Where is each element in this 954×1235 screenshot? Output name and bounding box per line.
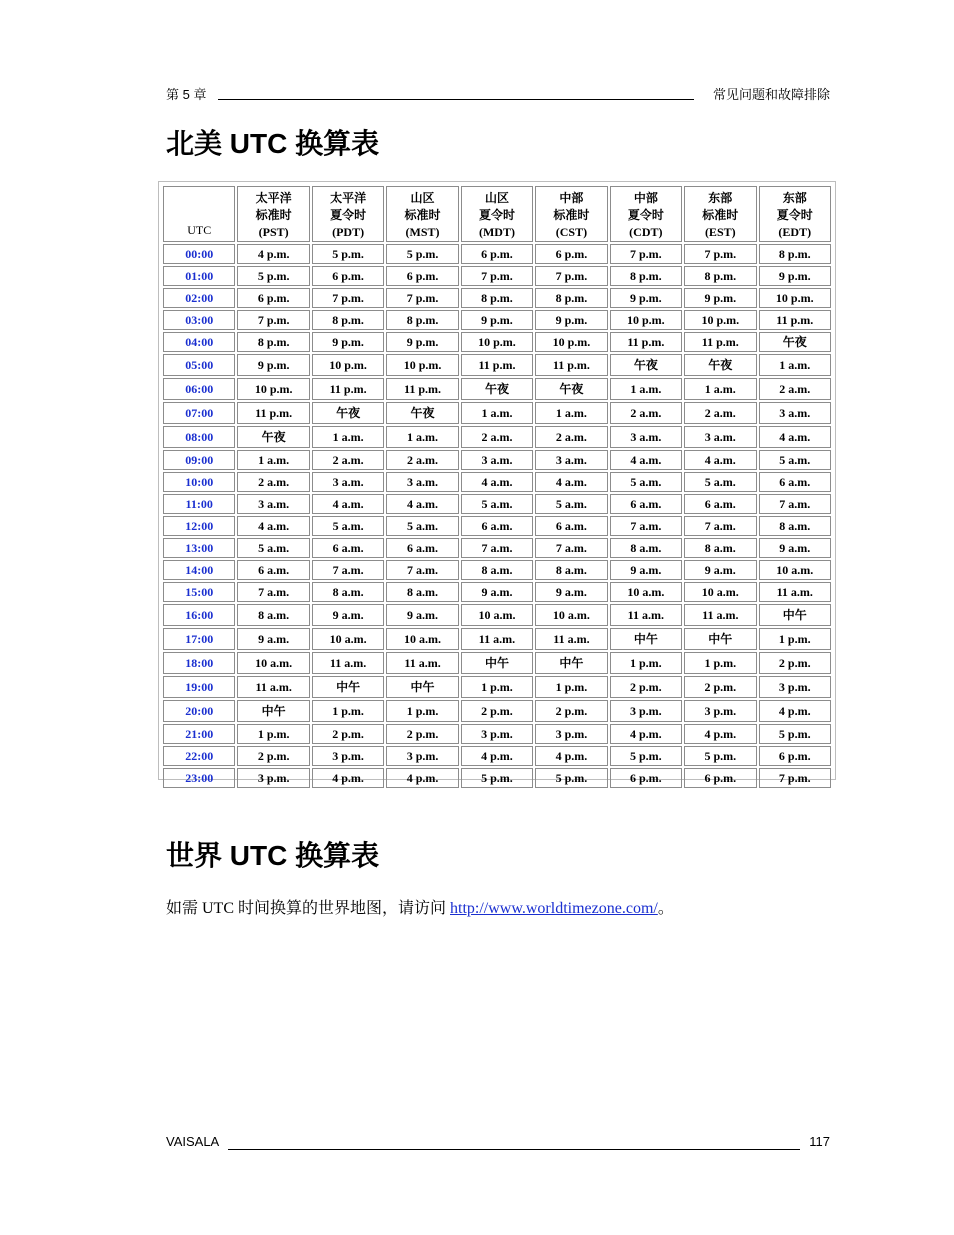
local-time-cell: 6 p.m. (759, 746, 832, 766)
local-time-cell: 9 p.m. (386, 332, 458, 352)
header-line: (MST) (405, 225, 440, 239)
utc-time-cell: 18:00 (163, 652, 235, 674)
page-footer (166, 1134, 830, 1152)
local-time-cell: 2 a.m. (535, 426, 607, 448)
table-body (163, 244, 831, 788)
header-line: 山区 (410, 191, 435, 205)
table-row (163, 450, 831, 470)
local-time-cell: 中午 (610, 628, 682, 650)
local-time-cell: 5 p.m. (312, 244, 384, 264)
local-time-cell: 3 a.m. (386, 472, 458, 492)
local-time-cell: 4 a.m. (535, 472, 607, 492)
utc-conversion-table (161, 184, 833, 790)
local-time-cell: 9 p.m. (535, 310, 607, 330)
local-time-cell: 5 a.m. (312, 516, 384, 536)
column-header-zone (684, 186, 756, 242)
local-time-cell: 11 a.m. (759, 582, 832, 602)
local-time-cell: 1 p.m. (684, 652, 756, 674)
utc-time-cell: 16:00 (163, 604, 235, 626)
local-time-cell: 中午 (237, 700, 309, 722)
local-time-cell: 9 a.m. (312, 604, 384, 626)
local-time-cell: 中午 (759, 604, 832, 626)
local-time-cell: 5 p.m. (535, 768, 607, 788)
utc-time-cell: 01:00 (163, 266, 235, 286)
local-time-cell: 11 p.m. (461, 354, 533, 376)
local-time-cell: 8 p.m. (535, 288, 607, 308)
utc-time-cell: 17:00 (163, 628, 235, 650)
local-time-cell: 1 a.m. (312, 426, 384, 448)
local-time-cell: 7 a.m. (684, 516, 756, 536)
local-time-cell: 11 p.m. (684, 332, 756, 352)
local-time-cell: 午夜 (535, 378, 607, 400)
column-header-zone (312, 186, 384, 242)
local-time-cell: 10 p.m. (386, 354, 458, 376)
local-time-cell: 3 p.m. (386, 746, 458, 766)
paragraph-end: 。 (657, 900, 674, 917)
world-utc-title: 世界 UTC 换算表 (166, 840, 380, 871)
utc-time-cell: 22:00 (163, 746, 235, 766)
local-time-cell: 11 a.m. (461, 628, 533, 650)
utc-time-cell: 03:00 (163, 310, 235, 330)
table-row (163, 746, 831, 766)
company-name: VAISALA (166, 1134, 220, 1149)
paragraph-text: 如需 UTC 时间换算的世界地图，请访问 (166, 900, 451, 917)
local-time-cell: 2 a.m. (312, 450, 384, 470)
local-time-cell: 4 p.m. (610, 724, 682, 744)
utc-time-cell: 02:00 (163, 288, 235, 308)
header-line: 标准时 (702, 208, 739, 222)
header-line: 夏令时 (627, 208, 664, 222)
utc-time-cell: 09:00 (163, 450, 235, 470)
local-time-cell: 11 a.m. (386, 652, 458, 674)
header-line: 标准时 (255, 208, 292, 222)
table-row (163, 516, 831, 536)
local-time-cell: 11 p.m. (386, 378, 458, 400)
local-time-cell: 7 a.m. (610, 516, 682, 536)
local-time-cell: 1 p.m. (237, 724, 309, 744)
local-time-cell: 2 p.m. (610, 676, 682, 698)
local-time-cell: 7 a.m. (759, 494, 832, 514)
local-time-cell: 10 a.m. (312, 628, 384, 650)
local-time-cell: 7 a.m. (237, 582, 309, 602)
local-time-cell: 午夜 (684, 354, 756, 376)
table-row (163, 472, 831, 492)
local-time-cell: 8 a.m. (237, 604, 309, 626)
section-label: 常见问题和故障排除 (712, 87, 830, 102)
table-row (163, 310, 831, 330)
local-time-cell: 3 a.m. (461, 450, 533, 470)
local-time-cell: 8 a.m. (312, 582, 384, 602)
local-time-cell: 10 a.m. (684, 582, 756, 602)
north-america-utc-title: 北美 UTC 换算表 (166, 128, 380, 159)
utc-time-cell: 20:00 (163, 700, 235, 722)
local-time-cell: 6 p.m. (461, 244, 533, 264)
table-row (163, 354, 831, 376)
local-time-cell: 11 p.m. (610, 332, 682, 352)
utc-time-cell: 11:00 (163, 494, 235, 514)
local-time-cell: 4 p.m. (386, 768, 458, 788)
local-time-cell: 11 p.m. (237, 402, 309, 424)
local-time-cell: 6 a.m. (461, 516, 533, 536)
column-header-zone (759, 186, 832, 242)
local-time-cell: 3 a.m. (237, 494, 309, 514)
local-time-cell: 2 p.m. (684, 676, 756, 698)
local-time-cell: 6 p.m. (535, 244, 607, 264)
table-row (163, 288, 831, 308)
local-time-cell: 中午 (535, 652, 607, 674)
local-time-cell: 7 p.m. (237, 310, 309, 330)
local-time-cell: 2 p.m. (312, 724, 384, 744)
local-time-cell: 10 p.m. (610, 310, 682, 330)
column-header-zone (386, 186, 458, 242)
header-line: 标准时 (404, 208, 441, 222)
local-time-cell: 2 a.m. (759, 378, 832, 400)
header-line: 夏令时 (330, 208, 367, 222)
local-time-cell: 5 p.m. (237, 266, 309, 286)
local-time-cell: 6 a.m. (684, 494, 756, 514)
local-time-cell: 3 a.m. (684, 426, 756, 448)
utc-time-cell: 12:00 (163, 516, 235, 536)
local-time-cell: 10 p.m. (535, 332, 607, 352)
header-line: (PST) (258, 225, 289, 239)
local-time-cell: 11 p.m. (312, 378, 384, 400)
local-time-cell: 3 p.m. (759, 676, 832, 698)
local-time-cell: 7 p.m. (610, 244, 682, 264)
utc-time-cell: 15:00 (163, 582, 235, 602)
local-time-cell: 3 p.m. (312, 746, 384, 766)
local-time-cell: 3 a.m. (312, 472, 384, 492)
header-line: (MDT) (478, 225, 515, 239)
column-header-zone (237, 186, 309, 242)
local-time-cell: 5 a.m. (535, 494, 607, 514)
footer-rule (228, 1149, 800, 1150)
header-line: (PDT) (332, 225, 365, 239)
local-time-cell: 3 a.m. (759, 402, 832, 424)
local-time-cell: 2 a.m. (237, 472, 309, 492)
chapter-label: 第 5 章 (166, 87, 207, 102)
local-time-cell: 2 p.m. (759, 652, 832, 674)
world-map-paragraph (166, 895, 674, 918)
local-time-cell: 中午 (312, 676, 384, 698)
page-number: 117 (809, 1134, 830, 1149)
table-row (163, 332, 831, 352)
local-time-cell: 8 a.m. (461, 560, 533, 580)
page-header (166, 84, 830, 102)
column-header-zone (535, 186, 607, 242)
local-time-cell: 6 p.m. (386, 266, 458, 286)
header-line: 标准时 (553, 208, 590, 222)
table-row (163, 378, 831, 400)
local-time-cell: 1 a.m. (461, 402, 533, 424)
local-time-cell: 6 a.m. (237, 560, 309, 580)
local-time-cell: 8 p.m. (684, 266, 756, 286)
utc-time-cell: 21:00 (163, 724, 235, 744)
table-row (163, 402, 831, 424)
local-time-cell: 5 a.m. (684, 472, 756, 492)
local-time-cell: 1 a.m. (386, 426, 458, 448)
utc-time-cell: 00:00 (163, 244, 235, 264)
local-time-cell: 4 p.m. (312, 768, 384, 788)
header-line: (EDT) (778, 225, 812, 239)
local-time-cell: 午夜 (386, 402, 458, 424)
local-time-cell: 6 p.m. (684, 768, 756, 788)
local-time-cell: 4 a.m. (610, 450, 682, 470)
local-time-cell: 9 p.m. (312, 332, 384, 352)
local-time-cell: 10 a.m. (535, 604, 607, 626)
local-time-cell: 1 p.m. (610, 652, 682, 674)
local-time-cell: 1 a.m. (237, 450, 309, 470)
local-time-cell: 8 p.m. (386, 310, 458, 330)
local-time-cell: 4 a.m. (759, 426, 832, 448)
local-time-cell: 11 p.m. (759, 310, 832, 330)
table-row (163, 494, 831, 514)
local-time-cell: 1 p.m. (461, 676, 533, 698)
header-line: 夏令时 (776, 208, 813, 222)
local-time-cell: 8 p.m. (312, 310, 384, 330)
table-row (163, 426, 831, 448)
utc-time-cell: 05:00 (163, 354, 235, 376)
local-time-cell: 6 a.m. (759, 472, 832, 492)
local-time-cell: 11 a.m. (535, 628, 607, 650)
local-time-cell: 10 a.m. (759, 560, 832, 580)
local-time-cell: 8 a.m. (610, 538, 682, 558)
local-time-cell: 1 p.m. (386, 700, 458, 722)
local-time-cell: 中午 (386, 676, 458, 698)
worldtimezone-link[interactable]: http://www.worldtimezone.com/ (450, 900, 658, 917)
local-time-cell: 4 a.m. (237, 516, 309, 536)
column-header-zone (610, 186, 682, 242)
local-time-cell: 3 p.m. (461, 724, 533, 744)
local-time-cell: 7 a.m. (461, 538, 533, 558)
utc-time-cell: 10:00 (163, 472, 235, 492)
local-time-cell: 9 p.m. (759, 266, 832, 286)
local-time-cell: 2 a.m. (461, 426, 533, 448)
header-line: 夏令时 (478, 208, 515, 222)
local-time-cell: 6 a.m. (312, 538, 384, 558)
local-time-cell: 5 a.m. (610, 472, 682, 492)
header-line: 东部 (782, 191, 807, 205)
local-time-cell: 9 a.m. (237, 628, 309, 650)
header-line: 东部 (708, 191, 733, 205)
local-time-cell: 5 p.m. (610, 746, 682, 766)
utc-time-cell: 06:00 (163, 378, 235, 400)
local-time-cell: 11 a.m. (312, 652, 384, 674)
local-time-cell: 2 a.m. (684, 402, 756, 424)
local-time-cell: 7 p.m. (759, 768, 832, 788)
local-time-cell: 4 p.m. (535, 746, 607, 766)
local-time-cell: 8 p.m. (237, 332, 309, 352)
local-time-cell: 4 a.m. (684, 450, 756, 470)
local-time-cell: 10 a.m. (461, 604, 533, 626)
header-line: 中部 (633, 191, 658, 205)
local-time-cell: 10 a.m. (610, 582, 682, 602)
local-time-cell: 6 p.m. (610, 768, 682, 788)
local-time-cell: 7 a.m. (535, 538, 607, 558)
utc-time-cell: 04:00 (163, 332, 235, 352)
local-time-cell: 2 p.m. (461, 700, 533, 722)
local-time-cell: 5 a.m. (386, 516, 458, 536)
table-row (163, 538, 831, 558)
header-line: 太平洋 (330, 191, 367, 205)
utc-time-cell: 14:00 (163, 560, 235, 580)
local-time-cell: 11 a.m. (684, 604, 756, 626)
local-time-cell: 3 p.m. (535, 724, 607, 744)
local-time-cell: 6 a.m. (386, 538, 458, 558)
table-row (163, 652, 831, 674)
local-time-cell: 10 p.m. (312, 354, 384, 376)
local-time-cell: 7 p.m. (461, 266, 533, 286)
local-time-cell: 午夜 (461, 378, 533, 400)
local-time-cell: 4 a.m. (461, 472, 533, 492)
local-time-cell: 2 a.m. (386, 450, 458, 470)
table-header-row (163, 186, 831, 242)
local-time-cell: 5 p.m. (461, 768, 533, 788)
utc-time-cell: 07:00 (163, 402, 235, 424)
local-time-cell: 5 a.m. (461, 494, 533, 514)
local-time-cell: 1 a.m. (684, 378, 756, 400)
table-row (163, 604, 831, 626)
local-time-cell: 1 a.m. (535, 402, 607, 424)
utc-time-cell: 23:00 (163, 768, 235, 788)
local-time-cell: 9 p.m. (237, 354, 309, 376)
table-row (163, 700, 831, 722)
local-time-cell: 5 p.m. (759, 724, 832, 744)
local-time-cell: 3 p.m. (610, 700, 682, 722)
local-time-cell: 7 a.m. (386, 560, 458, 580)
header-line: 中部 (559, 191, 584, 205)
table-row (163, 676, 831, 698)
local-time-cell: 9 p.m. (610, 288, 682, 308)
local-time-cell: 7 p.m. (684, 244, 756, 264)
local-time-cell: 9 a.m. (386, 604, 458, 626)
table-row (163, 724, 831, 744)
local-time-cell: 10 a.m. (386, 628, 458, 650)
local-time-cell: 5 p.m. (684, 746, 756, 766)
local-time-cell: 1 p.m. (535, 676, 607, 698)
local-time-cell: 10 p.m. (237, 378, 309, 400)
local-time-cell: 4 p.m. (461, 746, 533, 766)
local-time-cell: 4 p.m. (237, 244, 309, 264)
local-time-cell: 2 a.m. (610, 402, 682, 424)
local-time-cell: 9 a.m. (684, 560, 756, 580)
local-time-cell: 7 p.m. (535, 266, 607, 286)
utc-time-cell: 19:00 (163, 676, 235, 698)
local-time-cell: 9 a.m. (461, 582, 533, 602)
table-row (163, 582, 831, 602)
local-time-cell: 8 a.m. (759, 516, 832, 536)
local-time-cell: 午夜 (759, 332, 832, 352)
local-time-cell: 6 p.m. (312, 266, 384, 286)
local-time-cell: 4 p.m. (759, 700, 832, 722)
local-time-cell: 午夜 (237, 426, 309, 448)
local-time-cell: 1 a.m. (610, 378, 682, 400)
column-header-zone (461, 186, 533, 242)
local-time-cell: 8 p.m. (610, 266, 682, 286)
local-time-cell: 午夜 (312, 402, 384, 424)
local-time-cell: 5 a.m. (759, 450, 832, 470)
local-time-cell: 2 p.m. (386, 724, 458, 744)
local-time-cell: 9 p.m. (684, 288, 756, 308)
local-time-cell: 10 p.m. (684, 310, 756, 330)
utc-conversion-table-frame (158, 181, 836, 785)
local-time-cell: 4 a.m. (312, 494, 384, 514)
local-time-cell: 6 a.m. (535, 516, 607, 536)
local-time-cell: 9 a.m. (610, 560, 682, 580)
local-time-cell: 1 p.m. (312, 700, 384, 722)
table-row (163, 768, 831, 788)
local-time-cell: 6 a.m. (610, 494, 682, 514)
header-rule (218, 99, 694, 100)
local-time-cell: 10 a.m. (237, 652, 309, 674)
local-time-cell: 9 p.m. (461, 310, 533, 330)
local-time-cell: 2 p.m. (237, 746, 309, 766)
local-time-cell: 3 a.m. (610, 426, 682, 448)
header-line: 山区 (484, 191, 509, 205)
local-time-cell: 10 p.m. (461, 332, 533, 352)
local-time-cell: 1 a.m. (759, 354, 832, 376)
local-time-cell: 11 a.m. (237, 676, 309, 698)
local-time-cell: 3 p.m. (684, 700, 756, 722)
local-time-cell: 11 p.m. (535, 354, 607, 376)
local-time-cell: 1 p.m. (759, 628, 832, 650)
local-time-cell: 9 a.m. (759, 538, 832, 558)
local-time-cell: 11 a.m. (610, 604, 682, 626)
local-time-cell: 7 a.m. (312, 560, 384, 580)
local-time-cell: 7 p.m. (312, 288, 384, 308)
utc-time-cell: 08:00 (163, 426, 235, 448)
local-time-cell: 午夜 (610, 354, 682, 376)
local-time-cell: 8 a.m. (386, 582, 458, 602)
header-line: (CDT) (629, 225, 663, 239)
local-time-cell: 9 a.m. (535, 582, 607, 602)
column-header-utc (163, 186, 235, 242)
table-row (163, 266, 831, 286)
local-time-cell: 8 p.m. (461, 288, 533, 308)
local-time-cell: 2 p.m. (535, 700, 607, 722)
header-line: UTC (187, 223, 212, 237)
table-row (163, 628, 831, 650)
local-time-cell: 5 a.m. (237, 538, 309, 558)
local-time-cell: 4 p.m. (684, 724, 756, 744)
local-time-cell: 8 a.m. (535, 560, 607, 580)
header-line: (CST) (555, 225, 588, 239)
local-time-cell: 7 p.m. (386, 288, 458, 308)
utc-time-cell: 13:00 (163, 538, 235, 558)
header-line: (EST) (704, 225, 736, 239)
local-time-cell: 中午 (461, 652, 533, 674)
local-time-cell: 8 p.m. (759, 244, 832, 264)
local-time-cell: 中午 (684, 628, 756, 650)
local-time-cell: 3 p.m. (237, 768, 309, 788)
header-line: 太平洋 (255, 191, 292, 205)
table-row (163, 560, 831, 580)
table-row (163, 244, 831, 264)
local-time-cell: 10 p.m. (759, 288, 832, 308)
local-time-cell: 6 p.m. (237, 288, 309, 308)
local-time-cell: 5 p.m. (386, 244, 458, 264)
local-time-cell: 8 a.m. (684, 538, 756, 558)
local-time-cell: 3 a.m. (535, 450, 607, 470)
local-time-cell: 4 a.m. (386, 494, 458, 514)
